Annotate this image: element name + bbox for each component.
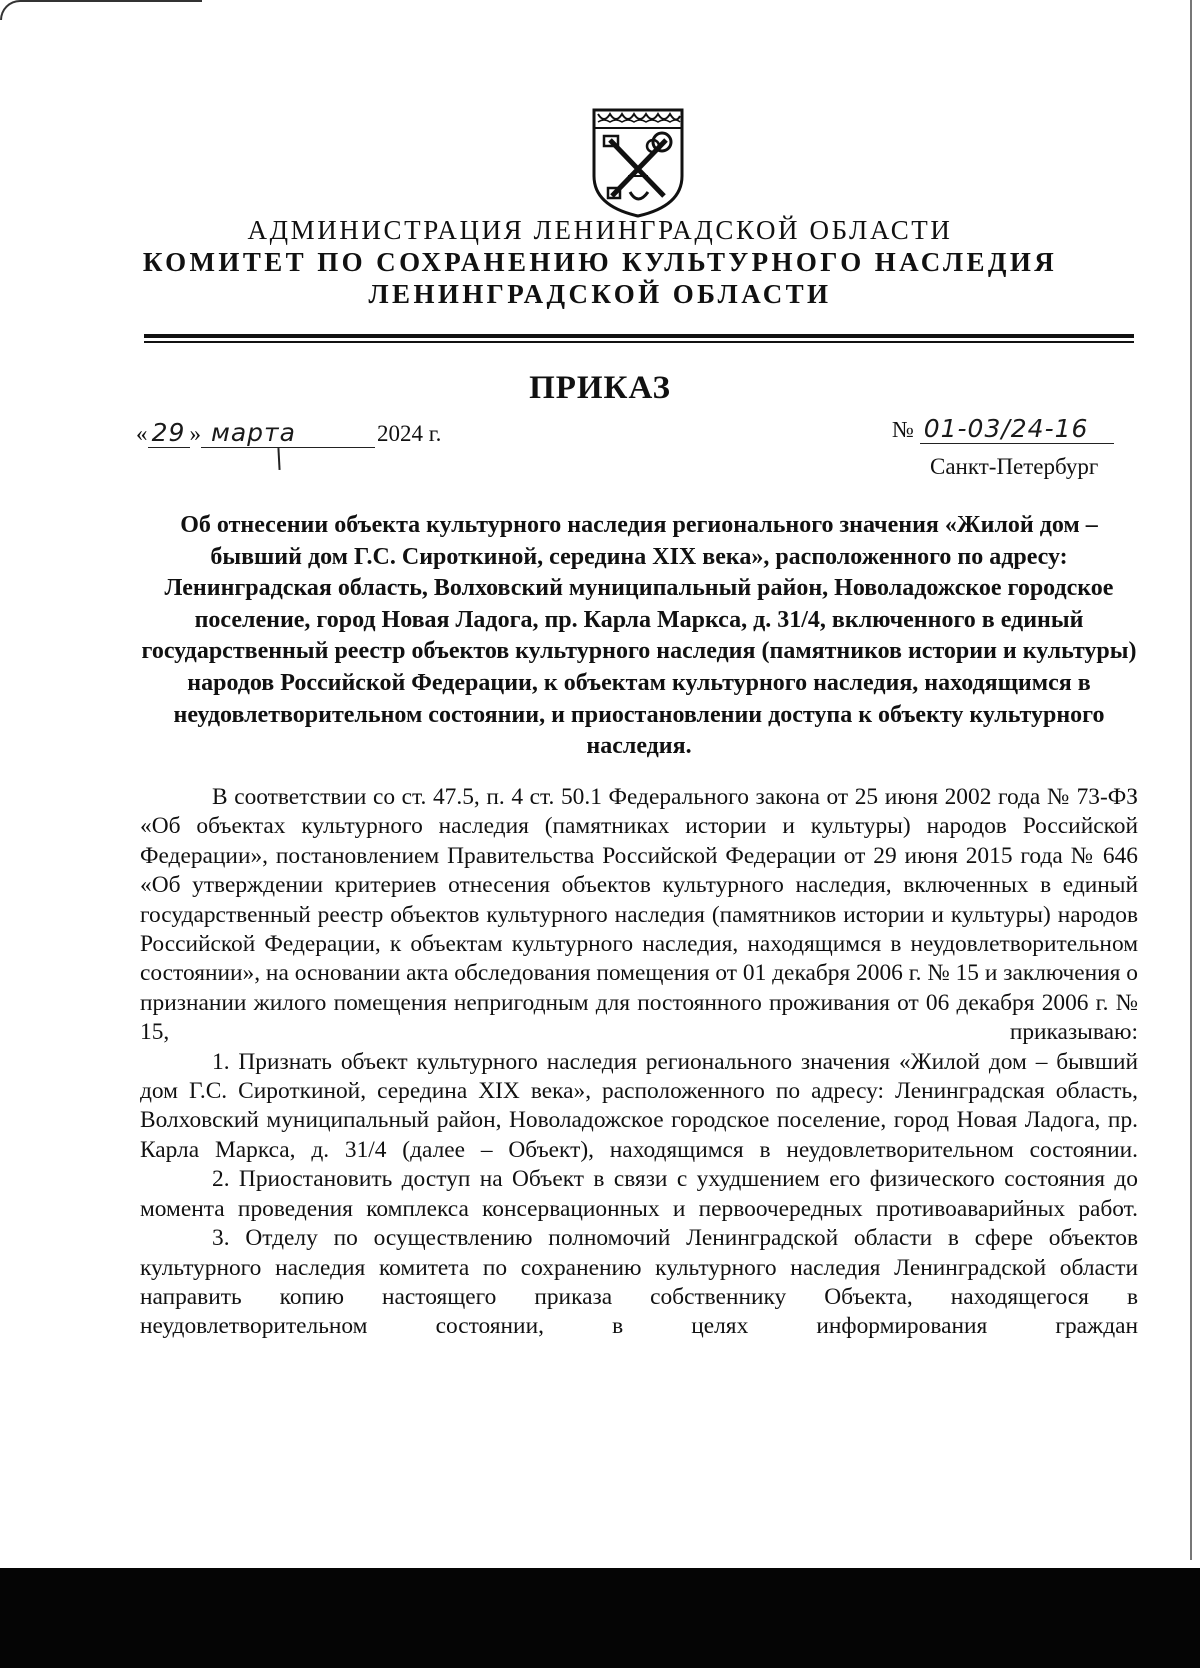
- issuer-header: [0, 214, 1200, 311]
- administration-name: АДМИНИСТРАЦИЯ ЛЕНИНГРАДСКОЙ ОБЛАСТИ: [247, 215, 953, 245]
- number-value: 01-03/24-16: [920, 414, 1114, 444]
- region-name: ЛЕНИНГРАДСКОЙ ОБЛАСТИ: [368, 279, 832, 309]
- date-close-quote: »: [189, 421, 201, 446]
- date-year: 2024 г.: [377, 421, 442, 446]
- date-month: марта: [201, 418, 375, 448]
- body-item-3: 3. Отделу по осуществлению полномочий Ленинградской области в сфере объектов культурного наследия комитета по сохранению культурного наследия Ленинградской области направить копию настоящего приказа собственнику Объекта, находящегося в неудовлетворительном состоянии, в целях информирования граждан: [140, 1225, 1138, 1340]
- document-type: ПРИКАЗ: [529, 370, 671, 406]
- body-item-2: 2. Приостановить доступ на Объект в связи с ухудшением его физического состояния до момента проведения комплекса консервационных и первоочередных противоаварийных работ.: [140, 1166, 1138, 1222]
- header-rule-thick: [144, 334, 1134, 338]
- date-day: 29: [148, 418, 190, 448]
- date-open-quote: «: [136, 421, 148, 446]
- number-prefix: №: [892, 417, 914, 442]
- body-item-1: 1. Признать объект культурного наследия регионального значения «Жилой дом – бывший дом Г.С. Сироткиной, середина XIX века», расположенного по адресу: Ленинградская область, Волховский муниципальный район, Новоладожское городское поселение, город Новая Ладога, пр. Карла Маркса, д. 31/4 (далее – Объект), находящимся в неудовлетворительном состоянии.: [140, 1048, 1138, 1163]
- order-title: Об отнесении объекта культурного наследия регионального значения «Жилой дом – бывший дом Г.С. Сироткиной, середина XIX века», расположенного по адресу: Ленинградская область, Волховский муниципальный район, Новоладожское городское поселение, город Новая Ладога, пр. Карла Маркса, д. 31/4, включенного в единый государственный реестр объектов культурного наследия (памятников истории и культуры) народов Российской Федерации, к объектам культурного наследия, находящимся в неудовлетворительном состоянии, и приостановлении доступа к объекту культурного наследия.: [141, 512, 1137, 760]
- coat-of-arms-icon: [590, 106, 686, 220]
- committee-name: КОМИТЕТ ПО СОХРАНЕНИЮ КУЛЬТУРНОГО НАСЛЕДИЯ: [142, 247, 1058, 277]
- order-number: [892, 414, 1114, 444]
- scan-bottom-shadow: [0, 1568, 1200, 1668]
- header-rule-thin: [144, 341, 1134, 343]
- order-date: [136, 418, 441, 452]
- body-intro-paragraph: В соответствии со ст. 47.5, п. 4 ст. 50.1 Федерального закона от 25 июня 2002 года № 73-ФЗ «Об объектах культурного наследия (памятниках истории и культуры) народов Российской Федерации», постановлением Правительства Российской Федерации от 29 июня 2015 года № 646 «Об утверждении критериев отнесения объектов культурного наследия, включенных в единый государственный реестр объектов культурного наследия (памятников истории и культуры) народов Российской Федерации, к объектам культурного наследия, находящимся в неудовлетворительном состоянии», на основании акта обследования помещения от 01 декабря 2006 г. № 15 и заключения о признании жилого помещения непригодным для постоянного проживания от 06 декабря 2006 г. № 15, приказываю:: [140, 784, 1138, 1046]
- issue-city: Санкт-Петербург: [930, 454, 1099, 479]
- order-body: [140, 783, 1138, 1342]
- scan-corner-shadow: [0, 0, 202, 20]
